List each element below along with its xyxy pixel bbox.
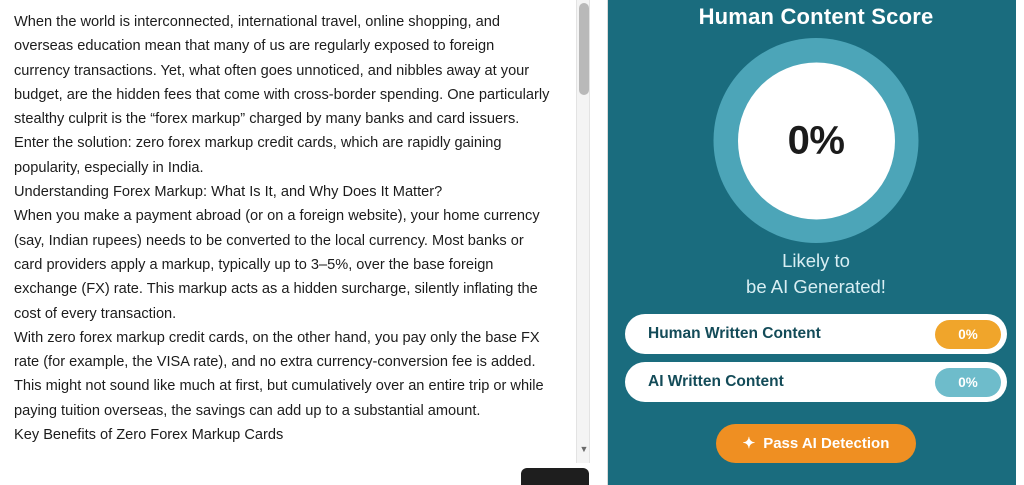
article-paragraph: When the world is interconnected, international travel, online shopping, and overseas education mean that many of us are regularly exposed to foreign currency transactions. Yet, what often goes unnoticed, and nibbles away at your budget, are the hidden fees that come with cross-border spending. One particularly stealthy culprit is the “forex markup” charged by many banks and card issuers. Enter the solution: zero forex markup credit cards, which are rapidly gaining popularity, especially in India. <box>14 14 550 176</box>
ai-written-content-value: 0% <box>935 368 1001 397</box>
verdict-line-2: be AI Generated! <box>746 276 886 297</box>
ai-written-content-label: AI Written Content <box>648 373 784 390</box>
human-written-content-value: 0% <box>935 320 1001 349</box>
editor-status-chip <box>521 468 589 485</box>
article-paragraph: When you make a payment abroad (or on a foreign website), your home currency (say, Indian rupees) needs to be converted to the local currency. Most banks or card providers apply a markup, typically up to 3–5%, over the base foreign exchange (FX) rate. This markup acts as a hidden surcharge, silently inflating the cost of every transaction. <box>14 208 540 322</box>
editor-bottom-bar <box>0 463 592 485</box>
human-written-content-label: Human Written Content <box>648 325 821 342</box>
human-content-score-panel <box>608 0 1024 485</box>
panel-title: Human Content Score <box>698 4 934 29</box>
sparkles-icon: ✦ <box>742 435 756 452</box>
gauge-value: 0% <box>787 118 845 162</box>
human-written-content-meter <box>625 314 1007 354</box>
scroll-down-arrow-icon[interactable]: ▼ <box>579 444 589 454</box>
article-paragraph: Understanding Forex Markup: What Is It, and Why Does It Matter? <box>14 184 443 201</box>
pass-ai-detection-button[interactable] <box>716 424 916 463</box>
verdict-text <box>608 248 1024 300</box>
article-paragraph: Key Benefits of Zero Forex Markup Cards <box>14 427 284 444</box>
pane-divider <box>590 0 607 485</box>
verdict-line-1: Likely to <box>782 250 850 271</box>
scrollbar-thumb[interactable] <box>579 3 589 95</box>
gauge-center <box>738 62 895 219</box>
article-paragraph: With zero forex markup credit cards, on the other hand, you pay only the base FX rate (for example, the VISA rate), and no extra currency-conversion fee is added. This might not sound like much at first, but cumulatively over an entire trip or while paying tuition overseas, the savings can add up to a substantial amount. <box>14 329 544 419</box>
score-gauge <box>714 38 919 243</box>
ai-written-content-meter <box>625 362 1007 402</box>
panel-right-edge <box>1016 0 1024 485</box>
pass-ai-detection-label: Pass AI Detection <box>763 435 890 452</box>
editor-vertical-scrollbar[interactable] <box>576 0 590 485</box>
